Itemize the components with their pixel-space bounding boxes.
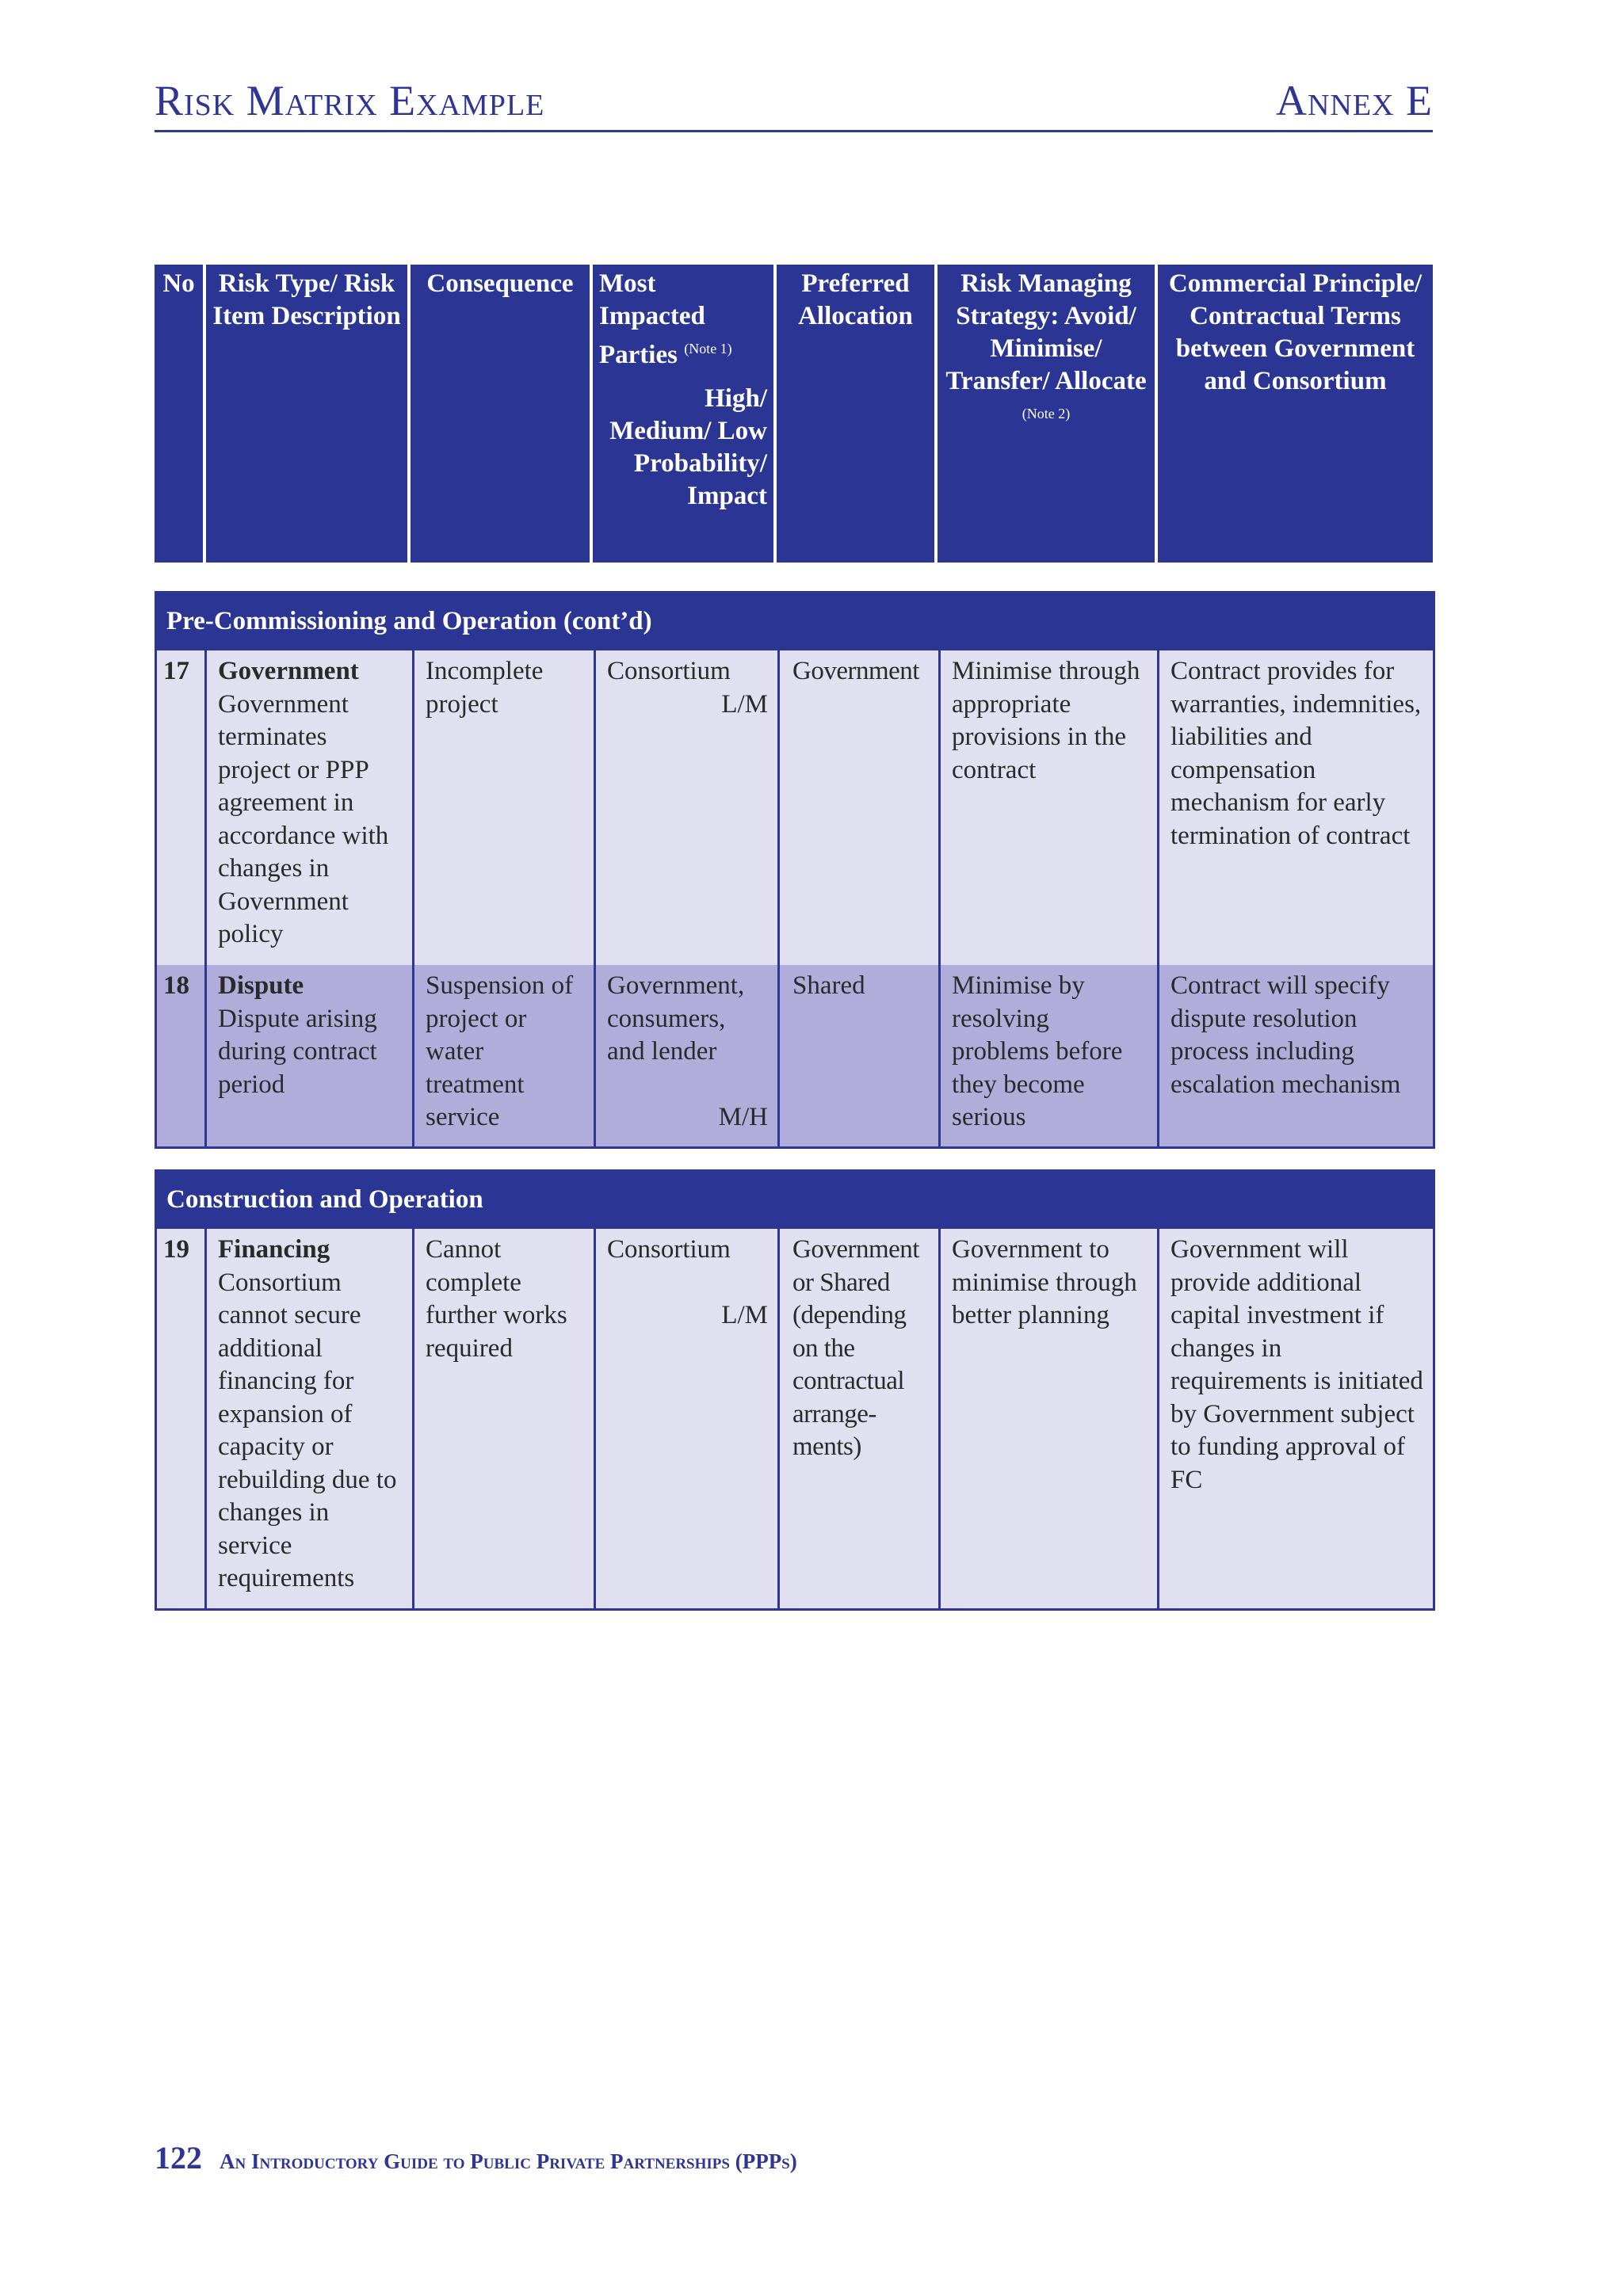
parties-text: Consortium bbox=[607, 657, 731, 685]
strategy-cell: Minimise through appropriate provisions in the contract bbox=[940, 650, 1159, 965]
risk-title: Financing bbox=[218, 1235, 330, 1264]
row-number: 18 bbox=[156, 965, 206, 1147]
page-header bbox=[155, 78, 1433, 132]
parties-text: Government, consumers, and lender bbox=[607, 971, 745, 1066]
risk-description: Consortium cannot secure additional financing for expansion of capacity or rebuilding due to changes in service requirements bbox=[218, 1268, 397, 1592]
table-row bbox=[156, 650, 1434, 965]
header-commercial: Commercial Principle/ Contractual Terms between Government and Consortium bbox=[1156, 265, 1433, 563]
consequence-cell: Suspension of project or water treatment service bbox=[414, 965, 595, 1147]
section-title: Pre-Commissioning and Operation (cont’d) bbox=[156, 593, 1434, 651]
parties-cell bbox=[595, 1229, 779, 1609]
commercial-cell: Government will provide additional capital investment if changes in requirements is initiated by Government subject to funding approval of FC bbox=[1159, 1229, 1434, 1609]
table-row bbox=[156, 1229, 1434, 1609]
commercial-cell: Contract provides for warranties, indemnities, liabilities and compensation mechanism for early termination of contract bbox=[1159, 650, 1434, 965]
parties-text: Consortium bbox=[607, 1235, 731, 1264]
risk-title: Government bbox=[218, 657, 359, 685]
header-parties-label: Most Impacted Parties bbox=[599, 269, 705, 369]
annex-label: Annex E bbox=[1275, 77, 1433, 124]
allocation-cell: Government or Shared (depending on the contractual arrange-ments) bbox=[779, 1229, 940, 1609]
header-parties-note: (Note 1) bbox=[684, 341, 732, 357]
risk-cell bbox=[206, 965, 414, 1147]
row-number: 17 bbox=[156, 650, 206, 965]
header-strategy-note: (Note 2) bbox=[1022, 406, 1071, 421]
column-header-table bbox=[155, 265, 1433, 563]
parties-cell bbox=[595, 650, 779, 965]
risk-description: Dispute arising during contract period bbox=[218, 1004, 377, 1099]
allocation-cell: Government bbox=[779, 650, 940, 965]
header-parties bbox=[591, 265, 775, 563]
consequence-cell: Incomplete project bbox=[414, 650, 595, 965]
header-risk-type: Risk Type/ Risk Item Description bbox=[204, 265, 409, 563]
rating-text: L/M bbox=[721, 1301, 768, 1329]
risk-cell bbox=[206, 1229, 414, 1609]
page-title: Risk Matrix Example bbox=[155, 77, 545, 124]
risk-description: Government terminates project or PPP agreement in accordance with changes in Government policy bbox=[218, 689, 389, 948]
section-title: Construction and Operation bbox=[156, 1171, 1434, 1230]
page-number: 122 bbox=[155, 2140, 202, 2176]
header-consequence: Consequence bbox=[409, 265, 591, 563]
commercial-cell: Contract will specify dispute resolution process including escalation mechanism bbox=[1159, 965, 1434, 1147]
strategy-cell: Government to minimise through better planning bbox=[940, 1229, 1159, 1609]
row-number: 19 bbox=[156, 1229, 206, 1609]
header-hml: High/ Medium/ Low Probability/ Impact bbox=[609, 384, 767, 510]
risk-cell bbox=[206, 650, 414, 965]
header-no: No bbox=[162, 269, 195, 298]
header-allocation: Preferred Allocation bbox=[775, 265, 936, 563]
header-strategy bbox=[936, 265, 1156, 563]
page-footer bbox=[155, 2139, 797, 2176]
rating-text: L/M bbox=[721, 689, 768, 719]
consequence-cell: Cannot complete further works required bbox=[414, 1229, 595, 1609]
risk-title: Dispute bbox=[218, 971, 304, 1000]
section-construction bbox=[155, 1169, 1435, 1611]
strategy-cell: Minimise by resolving problems before they become serious bbox=[940, 965, 1159, 1147]
parties-cell bbox=[595, 965, 779, 1147]
table-row bbox=[156, 965, 1434, 1147]
header-strategy-label: Risk Managing Strategy: Avoid/ Minimise/ Transfer/ Allocate bbox=[945, 269, 1147, 395]
section-pre-commissioning bbox=[155, 591, 1435, 1149]
rating-text: M/H bbox=[718, 1103, 768, 1131]
footer-title: An Introductory Guide to Public Private Partnerships (PPPs) bbox=[220, 2149, 797, 2173]
allocation-cell: Shared bbox=[779, 965, 940, 1147]
